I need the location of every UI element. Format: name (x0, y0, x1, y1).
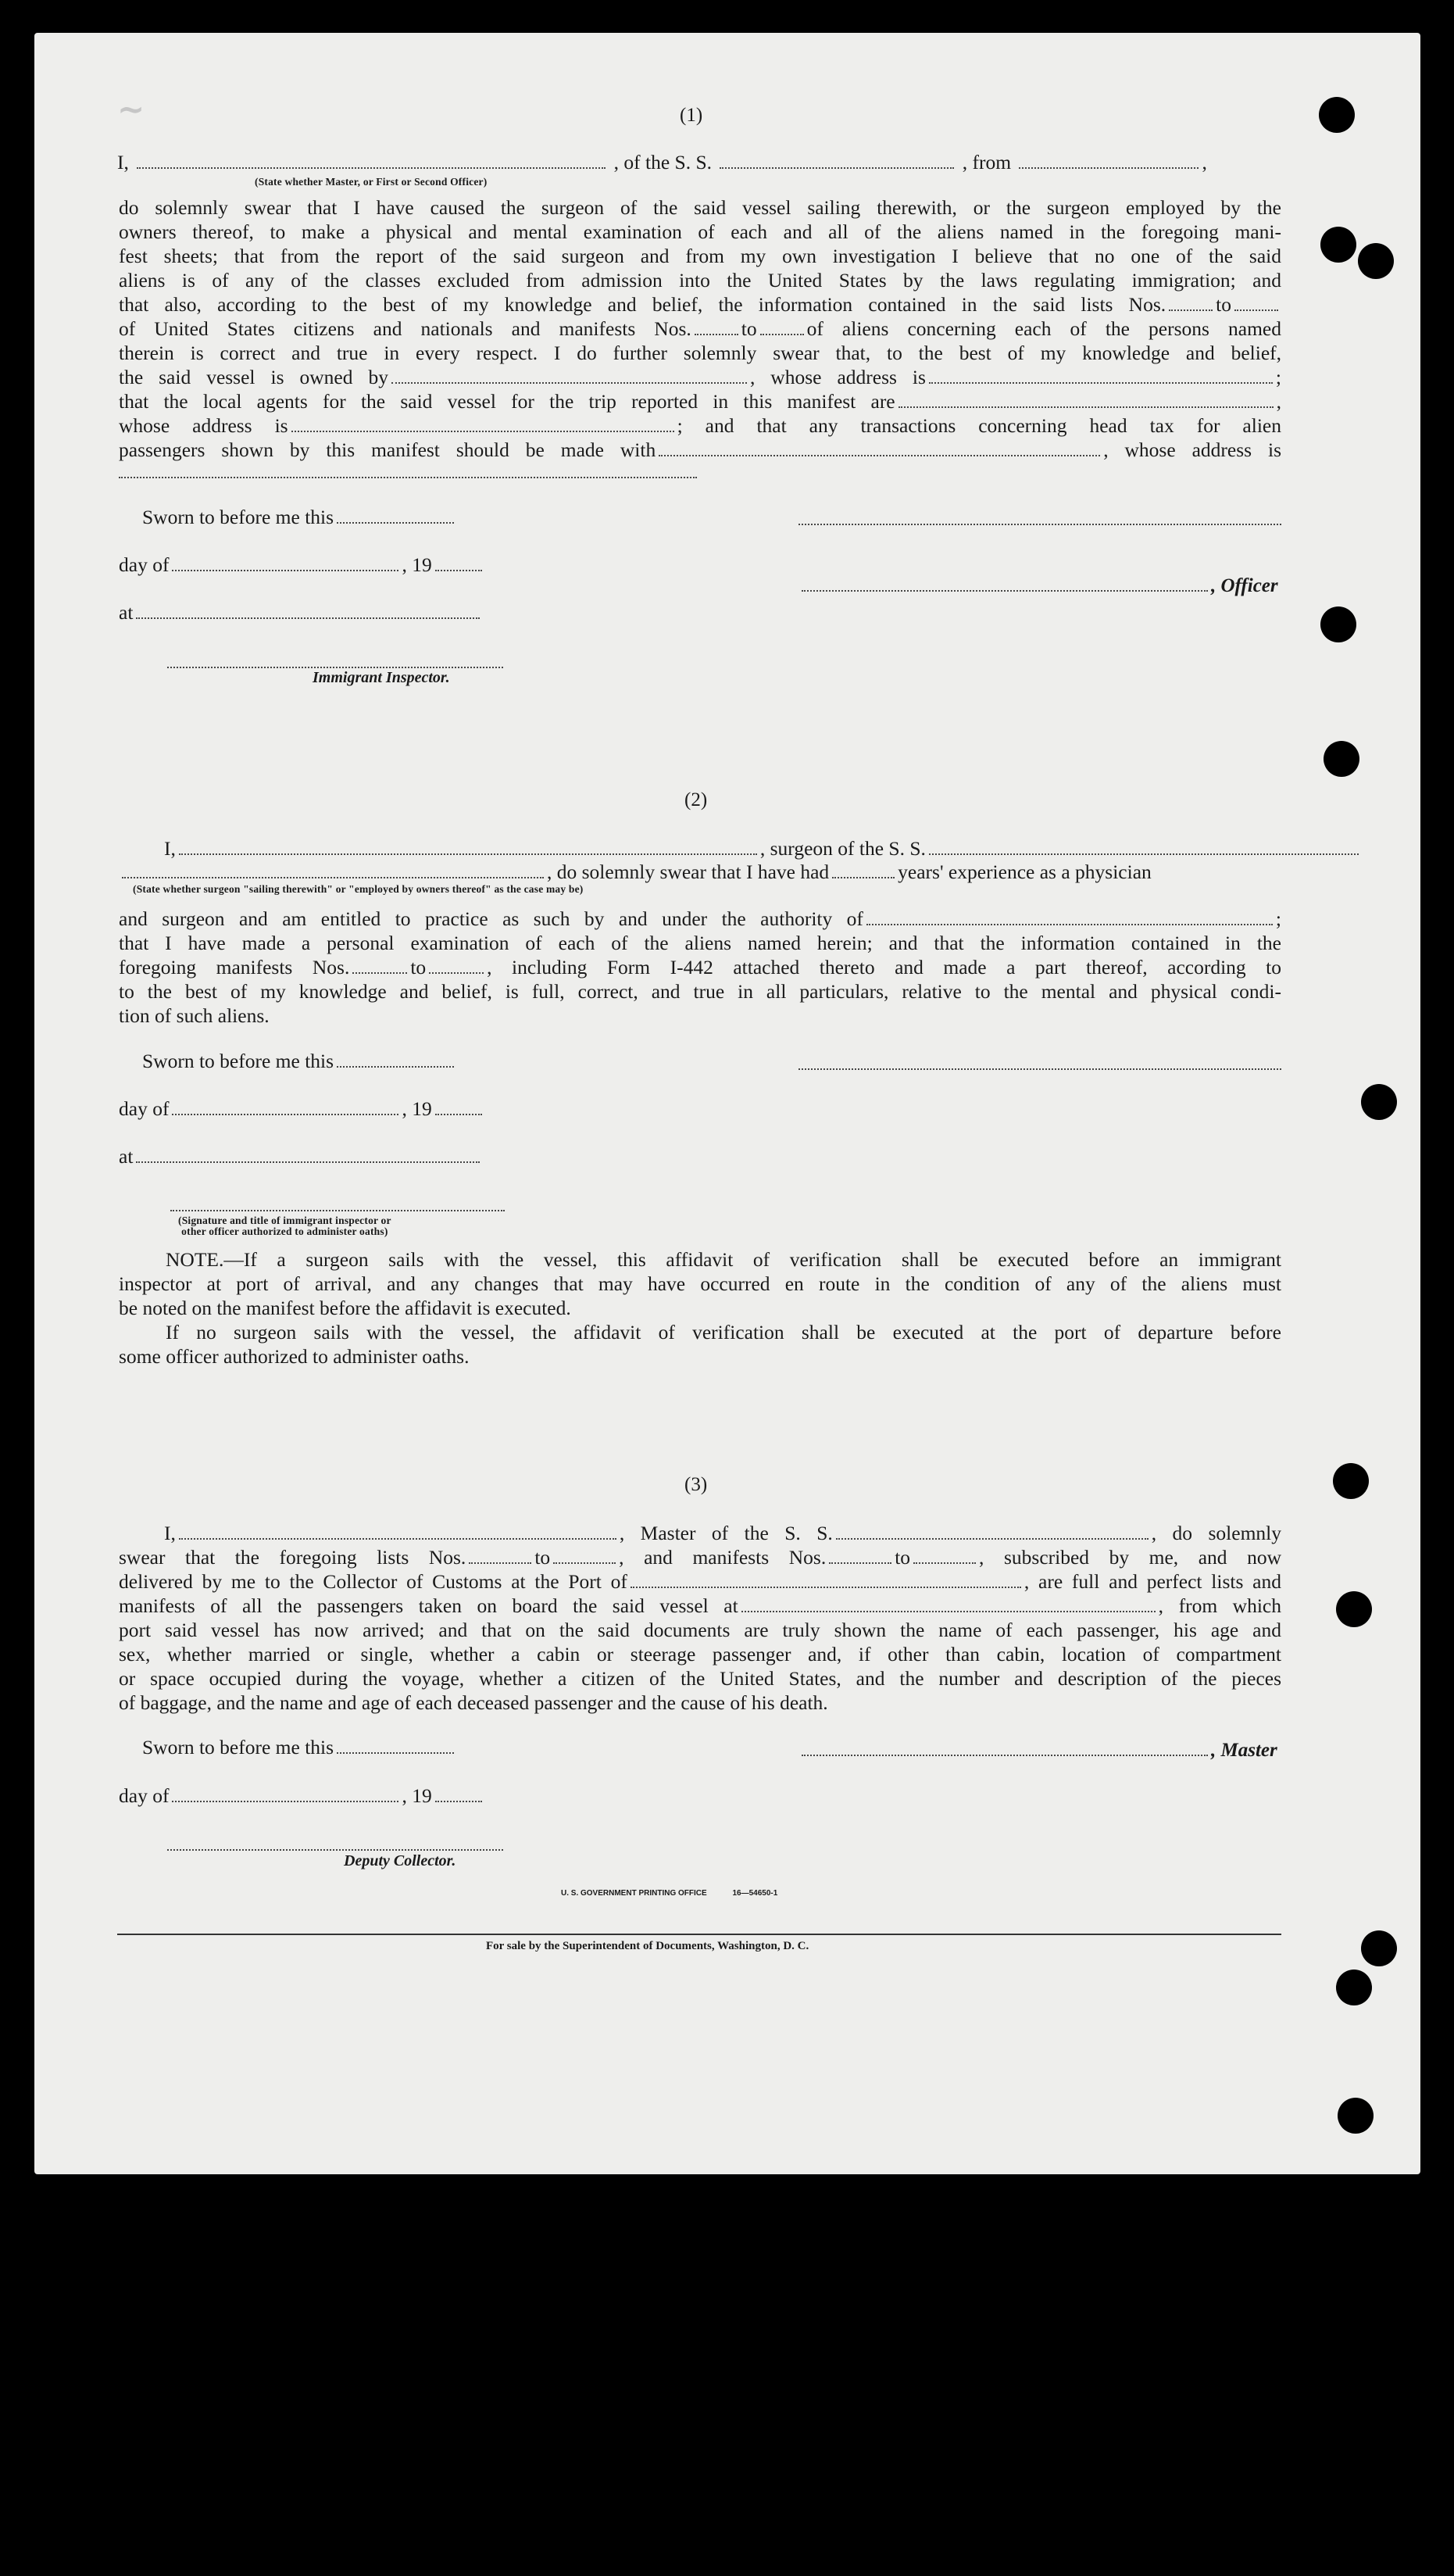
surgeon-signature-field[interactable] (798, 1068, 1281, 1070)
s3-line: swear that the foregoing lists Nos. to , and manifests Nos. to , subscribed by me, and now (119, 1546, 1281, 1569)
day-of-line-2: day of , 19 (119, 1097, 485, 1121)
s3-lists-to-field[interactable] (553, 1562, 616, 1564)
note-line: some officer authorized to administer oaths. (119, 1345, 470, 1368)
s2-month-field[interactable] (172, 1114, 398, 1115)
s3-year-field[interactable] (435, 1801, 482, 1802)
contact-address-field[interactable] (119, 477, 697, 478)
officer-rank-note: (State whether Master, or First or Second Officer) (255, 176, 488, 188)
s3-line: manifests of all the passengers taken on board the said vessel at , from which (119, 1594, 1281, 1617)
s3-line: delivered by me to the Collector of Customs at the Port of , are full and perfect lists and (119, 1570, 1281, 1593)
s3-line: or space occupied during the voyage, whether a citizen of the United States, and the number and description of the pieces (119, 1667, 1281, 1690)
section-1-paragraph (119, 195, 1281, 462)
s1-line: therein is correct and true in every respect. I do further solemnly swear that, to the best of my knowledge and belief, (119, 342, 1281, 364)
s1-line: whose address is ; and that any transactions concerning head tax for alien (119, 414, 1281, 437)
s3-line: sex, whether married or single, whether a cabin or steerage passenger and, if other than cabin, location of compartment (119, 1643, 1281, 1665)
punch-hole (1358, 243, 1394, 279)
officer-signature-dots[interactable] (802, 590, 1208, 592)
month-field[interactable] (172, 570, 398, 571)
surgeon-name-field[interactable] (179, 853, 757, 855)
of-ss-label: , of the S. S. (613, 151, 713, 174)
note-line: inspector at port of arrival, and any changes that may have occurred en route in the condition of any of the aliens must (119, 1272, 1281, 1295)
punch-hole (1320, 227, 1356, 263)
s2-sworn-day-field[interactable] (337, 1066, 454, 1068)
s1-line: fest sheets; that from the report of the said surgeon and from my own investigation I believe that no one of the said (119, 245, 1281, 267)
s2-line: and surgeon and am entitled to practice as such by and under the authority of ; (119, 907, 1281, 930)
vessel-name-field[interactable] (720, 167, 954, 169)
s3-line: I, , Master of the S. S. , do solemnly (164, 1522, 1281, 1544)
s2-line: foregoing manifests Nos. to , including Form I-442 attached thereto and made a part thereof, according to (119, 956, 1281, 979)
punch-hole (1319, 97, 1355, 133)
s3-lists-from-field[interactable] (469, 1562, 531, 1564)
officer-signature-line: , Officer (798, 575, 1278, 597)
at-line: at (119, 600, 483, 624)
punch-hole (1336, 1591, 1372, 1627)
day-of-line: day of , 19 (119, 553, 485, 577)
s3-manifests-from-field[interactable] (829, 1562, 891, 1564)
at-line-2: at (119, 1144, 483, 1168)
section-3-paragraph (119, 1521, 1281, 1715)
gpo-label: U. S. GOVERNMENT PRINTING OFFICE (561, 1889, 707, 1898)
s1-line: that also, according to the best of my knowledge and belief, the information contained in the said lists Nos. to (119, 292, 1281, 317)
surgeon-type-note: (State whether surgeon "sailing therewith" or "employed by owners thereof" as the case may be) (133, 883, 584, 895)
footer-rule (117, 1934, 1281, 1935)
s3-sworn-day-field[interactable] (337, 1752, 454, 1754)
note-paragraph (119, 1247, 1281, 1368)
manifests-to-field[interactable] (760, 334, 804, 335)
s1-line: of United States citizens and nationals and manifests Nos. to of aliens concerning each of the persons named (119, 317, 1281, 340)
punch-hole (1333, 1463, 1369, 1499)
lists-from-field[interactable] (1169, 309, 1213, 311)
master-signature-line: , Master (798, 1740, 1277, 1762)
s1-line: the said vessel is owned by , whose address is ; (119, 366, 1282, 388)
day-of-line-3: day of , 19 (119, 1784, 485, 1808)
experience-line: , do solemnly swear that I have had years' experience as a physician (119, 860, 1152, 884)
s1-line: owners thereof, to make a physical and mental examination of each and all of the aliens named in the foregoing mani- (119, 220, 1281, 243)
sworn-label-3: Sworn to before me this (142, 1735, 457, 1759)
year-field[interactable] (435, 570, 482, 571)
manifests-from-field[interactable] (695, 334, 738, 335)
s1-line: do solemnly swear that I have caused the surgeon of the said vessel sailing therewith, or the surgeon employed by the (119, 196, 1281, 219)
sworn-label: Sworn to before me this (142, 505, 457, 529)
owner-address-field[interactable] (929, 382, 1273, 384)
s3-month-field[interactable] (172, 1801, 398, 1802)
inspector-title: Immigrant Inspector. (313, 669, 450, 686)
sworn-day-field[interactable] (337, 522, 454, 524)
deputy-title: Deputy Collector. (344, 1852, 456, 1869)
years-experience-field[interactable] (832, 877, 895, 878)
location-field[interactable] (136, 617, 480, 619)
sworn-label-2: Sworn to before me this (142, 1049, 457, 1073)
s2-manifests-from-field[interactable] (352, 972, 407, 974)
s2-year-field[interactable] (435, 1114, 482, 1115)
surgeon-type-field[interactable] (122, 877, 544, 878)
section-1-number: (1) (680, 105, 703, 126)
signature-note (178, 1215, 391, 1237)
punch-hole (1361, 1930, 1397, 1966)
punch-hole (1361, 1084, 1397, 1120)
local-agents-field[interactable] (898, 406, 1274, 408)
section-2-number: (2) (684, 789, 708, 810)
sale-notice: For sale by the Superintendent of Documents, Washington, D. C. (486, 1940, 809, 1952)
from-label: , from (962, 151, 1012, 174)
punch-hole (1320, 606, 1356, 642)
s1-line: passengers shown by this manifest should be made with , whose address is (119, 438, 1281, 461)
officer-signature-field[interactable] (798, 524, 1281, 525)
inspector-signature-field[interactable] (167, 667, 503, 668)
s1-line: that the local agents for the said vessel for the trip reported in this manifest are , (119, 390, 1281, 413)
surgeon-line: I, , surgeon of the S. S. (164, 836, 1362, 860)
section-3-number: (3) (684, 1474, 708, 1495)
note-line: NOTE.—If a surgeon sails with the vessel, this affidavit of verification shall be executed before an immigrant (166, 1248, 1281, 1271)
punch-hole (1338, 2098, 1374, 2134)
signature-note-line: (Signature and title of immigrant inspector or (178, 1215, 391, 1226)
master-signature-field[interactable] (802, 1755, 1208, 1756)
surgeon-vessel-field[interactable] (929, 853, 1359, 855)
s2-location-field[interactable] (136, 1161, 480, 1163)
port-field[interactable] (631, 1587, 1021, 1588)
pronoun: I, (117, 151, 129, 174)
note-line: be noted on the manifest before the affidavit is executed. (119, 1297, 571, 1319)
s3-line: port said vessel has now arrived; and that on the said documents are truly shown the name of each passenger, his age and (119, 1619, 1281, 1641)
s2-signature-field[interactable] (170, 1210, 505, 1211)
master-name-field[interactable] (179, 1538, 616, 1540)
note-line: If no surgeon sails with the vessel, the affidavit of verification shall be executed at the port of departure before (166, 1321, 1281, 1343)
s2-line: that I have made a personal examination of each of the aliens named herein; and that the information contained in the (119, 932, 1281, 954)
owner-field[interactable] (391, 382, 747, 384)
form-code: 16—54650-1 (732, 1889, 778, 1898)
bleed-through-heading: ~ (116, 89, 145, 129)
s3-manifests-to-field[interactable] (913, 1562, 976, 1564)
departure-port-field[interactable] (1019, 167, 1199, 169)
s2-manifests-to-field[interactable] (429, 972, 484, 974)
s3-vessel-field[interactable] (836, 1538, 1149, 1540)
deputy-signature-field[interactable] (167, 1849, 503, 1851)
section-2-paragraph (119, 907, 1281, 1028)
s2-line: to the best of my knowledge and belief, is full, correct, and true in all particulars, relative to the mental and physical condi- (119, 980, 1281, 1003)
lists-to-field[interactable] (1234, 309, 1278, 311)
officer-line: I, , of the S. S. , from , (117, 151, 1207, 174)
printer-imprint (561, 1889, 777, 1898)
note-label: NOTE. (166, 1248, 224, 1271)
boarding-port-field[interactable] (741, 1611, 1156, 1612)
s3-line: of baggage, and the name and age of each deceased passenger and the cause of his death. (119, 1691, 828, 1714)
authority-field[interactable] (866, 924, 1273, 925)
s1-line: aliens is of any of the classes excluded from admission into the United States by the laws regulating immigration; and (119, 269, 1281, 292)
punch-hole (1324, 741, 1359, 777)
s2-line: tion of such aliens. (119, 1004, 270, 1027)
agents-address-field[interactable] (291, 431, 674, 432)
officer-name-field[interactable] (137, 167, 606, 169)
punch-hole (1336, 1970, 1372, 2005)
signature-note-line: other officer authorized to administer oaths) (181, 1225, 388, 1237)
head-tax-contact-field[interactable] (659, 455, 1100, 456)
